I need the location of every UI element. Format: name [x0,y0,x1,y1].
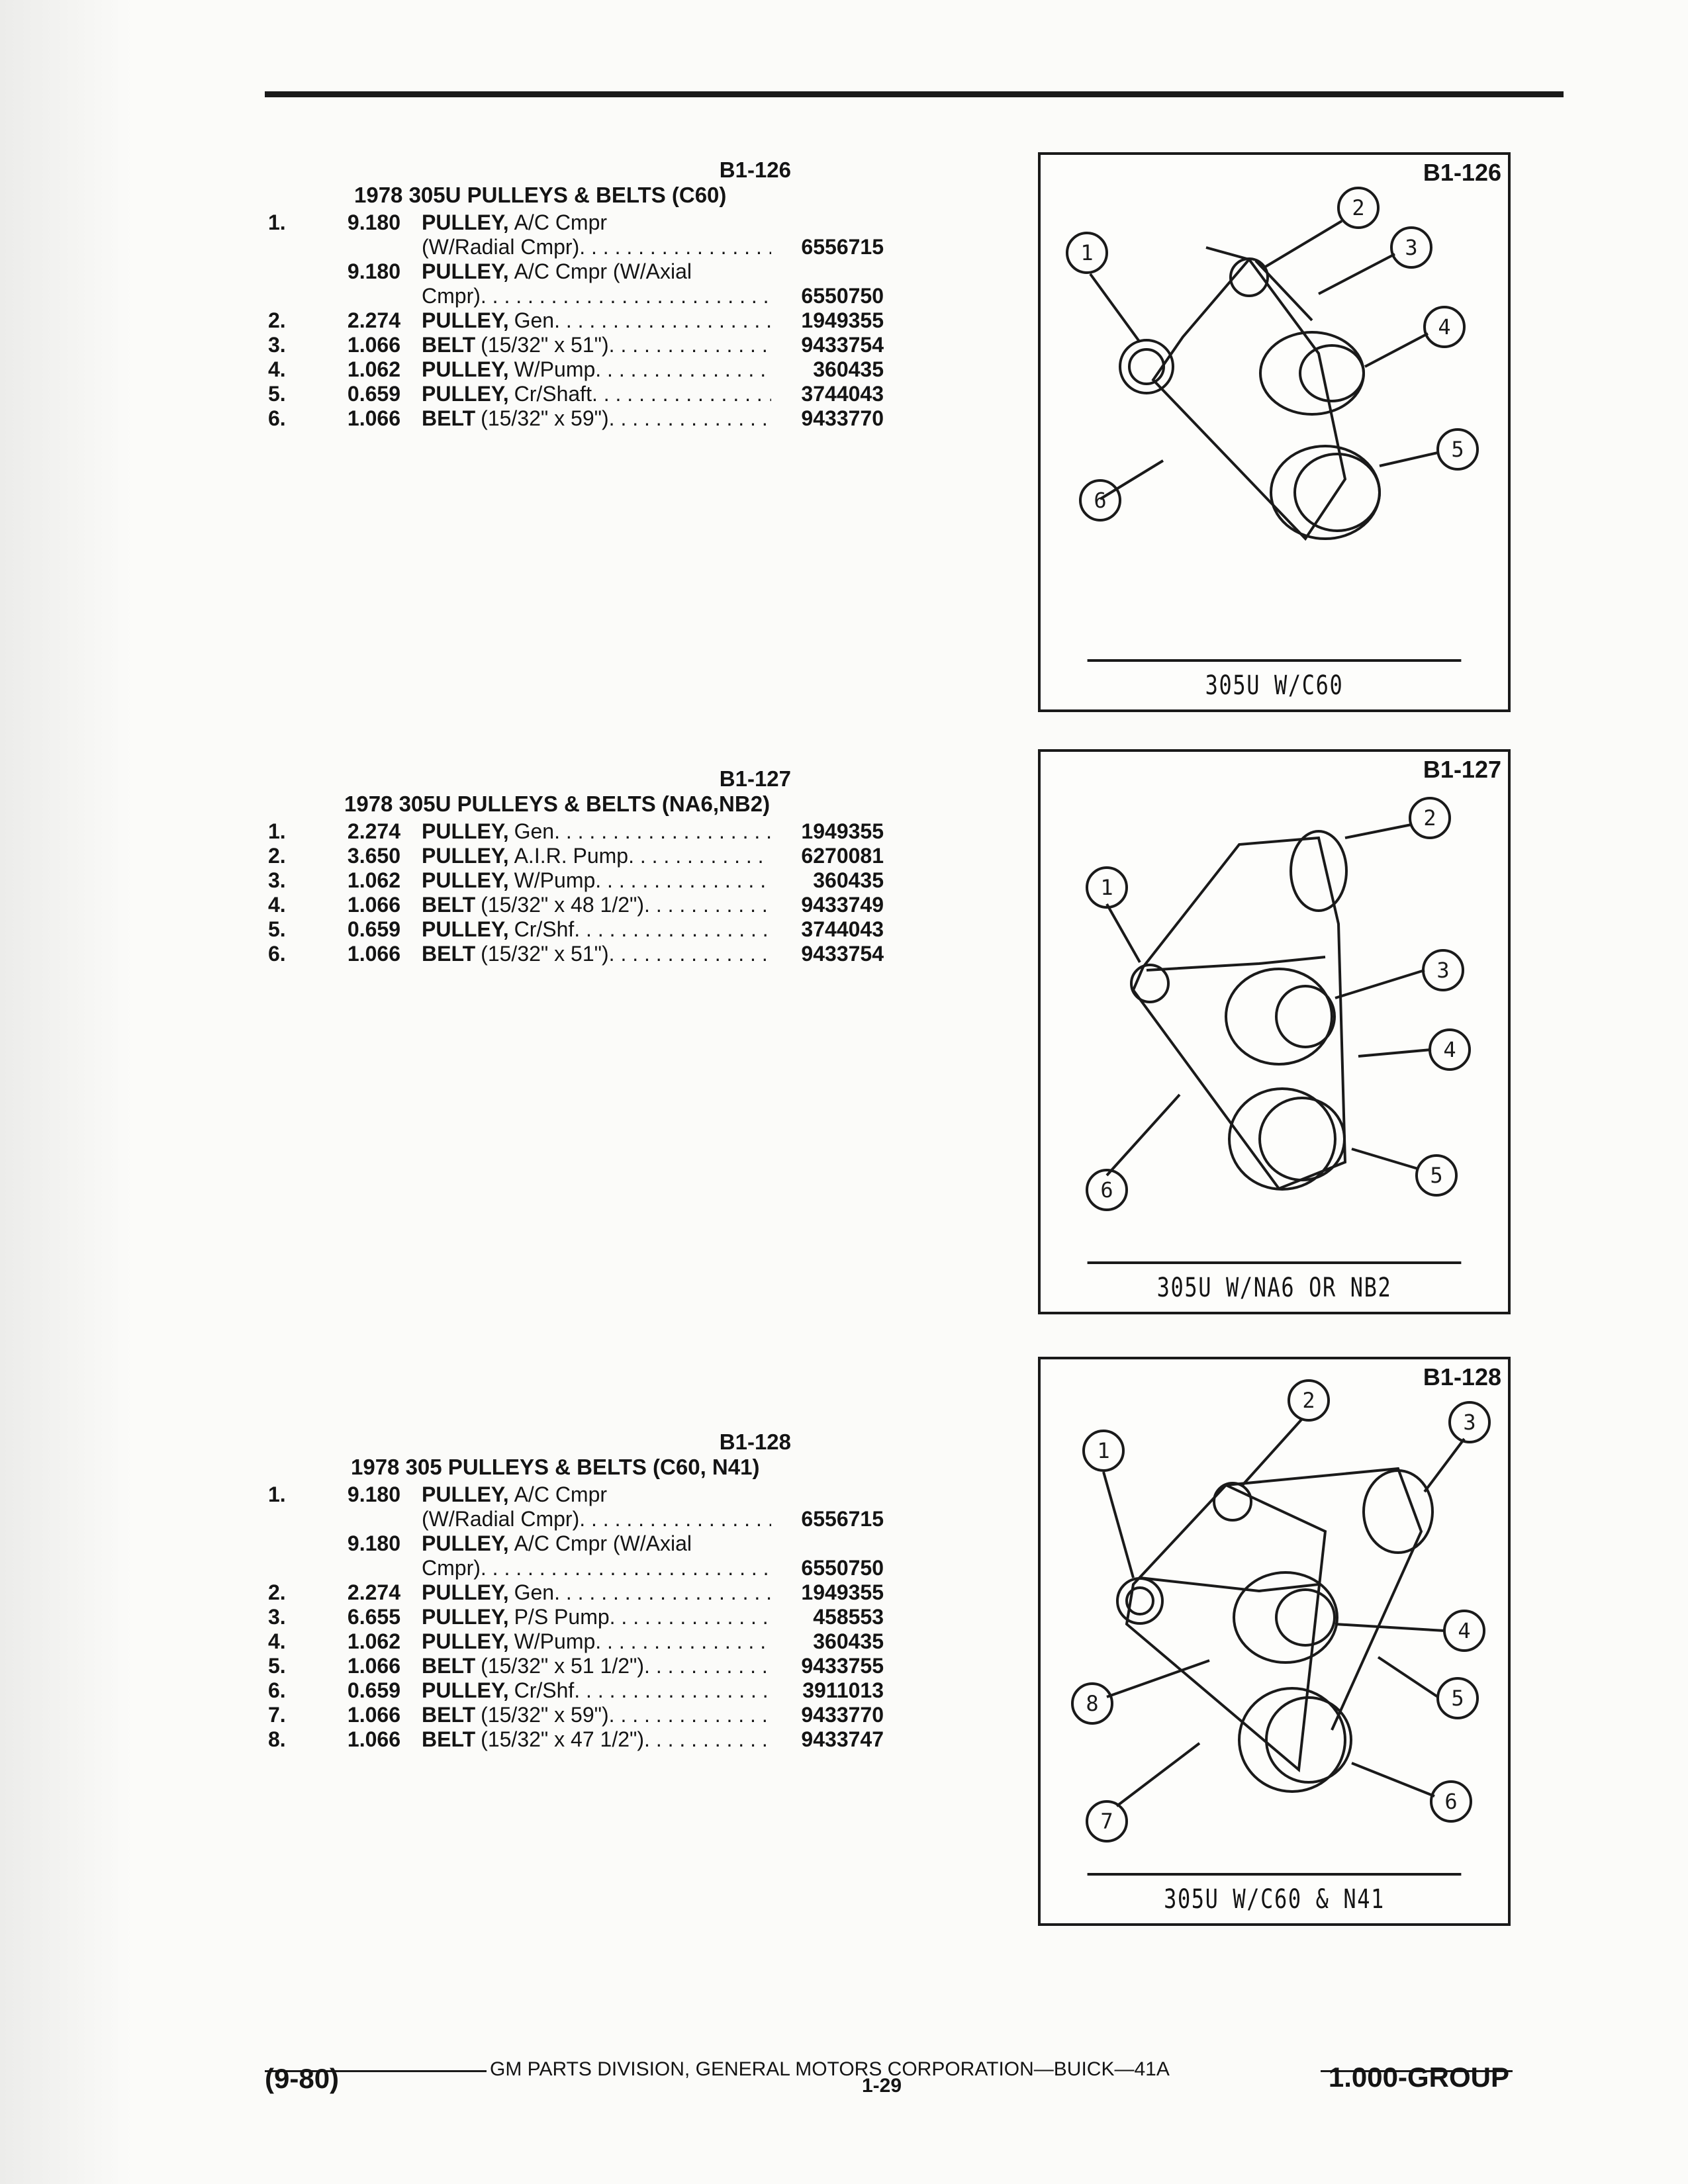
callout-label: 3 [1436,958,1450,983]
water-pump-pulley-drawing [1234,1572,1337,1662]
parts-row: Cmpr) . . . 6550750 [268,284,884,308]
belt-drawing [1153,259,1345,539]
parts-list [268,819,884,966]
belt-drawing [1133,838,1345,1189]
parts-row: Cmpr) . . . 6550750 [268,1556,884,1580]
belt-diagram [1041,155,1508,662]
parts-row: 2. 3.650 PULLEY, A.I.R. Pump . . . 6270081 [268,844,884,868]
parts-row: 1. 9.180 PULLEY, A/C Cmpr [268,1482,608,1506]
leader-line [1425,1439,1464,1492]
leader-line [1103,1472,1133,1578]
callout-label: 8 [1086,1691,1099,1716]
figure-b1-128 [1038,1357,1511,1926]
section-title: 1978 305 PULLEYS & BELTS (C60, N41) [351,1455,760,1479]
leader-line [1352,1149,1418,1169]
crankshaft-pulley-drawing [1271,446,1380,539]
parts-section-b1-128 [268,1430,884,1752]
leader-line [1107,1095,1180,1175]
header-rule [265,91,1564,97]
water-pump-pulley-drawing [1226,969,1332,1064]
parts-section-b1-126 [268,158,884,431]
callout-label: 2 [1423,805,1436,831]
leader-line [1107,904,1140,962]
callout-label: 5 [1451,437,1464,462]
callout-label: 1 [1080,240,1094,265]
parts-row: 4. 1.066 BELT (15/32" x 48 1/2") . . . 9433749 [268,893,884,917]
figure-code: B1-128 [1423,1363,1501,1390]
callout-label: 2 [1352,195,1365,220]
parts-row: 2. 2.274 PULLEY, Gen . . . 1949355 [268,308,884,333]
callout-label: 6 [1100,1177,1113,1203]
leader-line [1335,970,1425,998]
figure-code: B1-127 [1423,756,1501,783]
callout-label: 1 [1100,875,1113,900]
callout-label: 7 [1100,1809,1113,1834]
footer-date: (9-80) [265,2063,340,2094]
callout-label: 6 [1444,1789,1458,1814]
parts-list [268,210,884,431]
parts-row: 5. 1.066 BELT (15/32" x 51 1/2") . . . 9433755 [268,1654,884,1678]
parts-row: 1. 9.180 PULLEY, A/C Cmpr [268,210,608,234]
parts-row: 6. 1.066 BELT (15/32" x 51") . . . 9433754 [268,942,884,966]
figure-b1-126 [1038,152,1511,712]
section-code: B1-126 [719,158,791,182]
footer-group: 1.000-GROUP [1328,2062,1509,2093]
callout-label: 3 [1463,1410,1476,1435]
section-code: B1-128 [719,1430,791,1454]
leader-line [1345,825,1411,838]
parts-list [268,1482,884,1752]
callout-label: 3 [1405,235,1418,260]
leader-line [1380,453,1438,466]
parts-row: 1. 2.274 PULLEY, Gen . . . 1949355 [268,819,884,844]
leader-line [1243,1419,1302,1485]
belt-drawing [1147,957,1325,970]
parts-row: (W/Radial Cmpr) . . . 6556715 [268,235,884,259]
water-pump-pulley-drawing [1276,986,1335,1047]
section-code: B1-127 [719,766,791,791]
parts-row: 8. 1.066 BELT (15/32" x 47 1/2") . . . 9433747 [268,1727,884,1752]
parts-row: 6. 1.066 BELT (15/32" x 59") . . . 9433770 [268,406,884,431]
water-pump-pulley-drawing [1300,345,1364,401]
footer-publisher: GM PARTS DIVISION, GENERAL MOTORS CORPORATION—BUICK—41A [490,2058,1170,2080]
parts-row: 3. 1.066 BELT (15/32" x 51") . . . 9433754 [268,333,884,357]
callout-label: 4 [1438,314,1451,340]
figure-b1-127 [1038,749,1511,1314]
leader-line [1319,254,1395,294]
belt-drawing [1127,1485,1325,1770]
leader-line [1358,1050,1431,1056]
section-title: 1978 305U PULLEYS & BELTS (C60) [354,183,727,207]
belt-drawing [1140,1578,1319,1591]
parts-row: 6. 0.659 PULLEY, Cr/Shf . . . 3911013 [268,1678,884,1703]
parts-row: 7. 1.066 BELT (15/32" x 59") . . . 9433770 [268,1703,884,1727]
section-title: 1978 305U PULLEYS & BELTS (NA6,NB2) [344,792,771,816]
callout-label: 5 [1451,1686,1464,1711]
scan-edge-shading [0,0,132,2184]
parts-row: 4. 1.062 PULLEY, W/Pump . . . 360435 [268,357,884,382]
belt-drawing [1226,1469,1421,1730]
parts-row: (W/Radial Cmpr) . . . 6556715 [268,1507,884,1531]
leader-line [1335,1624,1444,1631]
parts-section-b1-127 [268,766,884,966]
crankshaft-pulley-drawing [1266,1698,1351,1782]
callout-label: 1 [1097,1438,1110,1463]
generator-pulley-drawing [1117,1578,1162,1623]
figure-caption: 305U W/C60 [1088,659,1462,709]
generator-pulley-drawing [1129,349,1164,384]
leader-line [1352,1763,1434,1796]
footer-page-number: 1-29 [862,2075,902,2097]
parts-row: 2. 2.274 PULLEY, Gen . . . 1949355 [268,1580,884,1605]
parts-row: 3. 1.062 PULLEY, W/Pump . . . 360435 [268,868,884,893]
parts-row: 9.180 PULLEY, A/C Cmpr (W/Axial [347,259,692,283]
callout-label: 4 [1443,1037,1456,1062]
parts-row: 3. 6.655 PULLEY, P/S Pump . . . 458553 [268,1605,884,1629]
leader-line [1107,1661,1209,1697]
callout-label: 6 [1094,488,1107,513]
figure-caption: 305U W/C60 & N41 [1088,1873,1462,1923]
figure-caption: 305U W/NA6 OR NB2 [1088,1261,1462,1312]
belt-diagram [1041,752,1508,1264]
belt-drawing [1206,248,1312,320]
leader-line [1264,221,1342,267]
water-pump-pulley-drawing [1276,1590,1335,1645]
crankshaft-pulley-drawing [1260,1098,1344,1180]
callout-label: 5 [1430,1163,1443,1188]
parts-row: 5. 0.659 PULLEY, Cr/Shf . . . 3744043 [268,917,884,942]
callout-label: 2 [1302,1388,1315,1413]
leader-line [1365,334,1428,367]
leader-line [1117,1743,1199,1806]
callout-label: 4 [1458,1618,1471,1643]
figure-code: B1-126 [1423,159,1501,186]
belt-diagram [1041,1359,1508,1876]
parts-row: 5. 0.659 PULLEY, Cr/Shaft . . . 3744043 [268,382,884,406]
power-steering-pulley-drawing [1364,1471,1432,1553]
parts-row: 4. 1.062 PULLEY, W/Pump . . . 360435 [268,1629,884,1654]
leader-line [1090,274,1140,342]
parts-row: 9.180 PULLEY, A/C Cmpr (W/Axial [347,1531,692,1555]
leader-line [1100,461,1163,499]
leader-line [1378,1657,1438,1697]
